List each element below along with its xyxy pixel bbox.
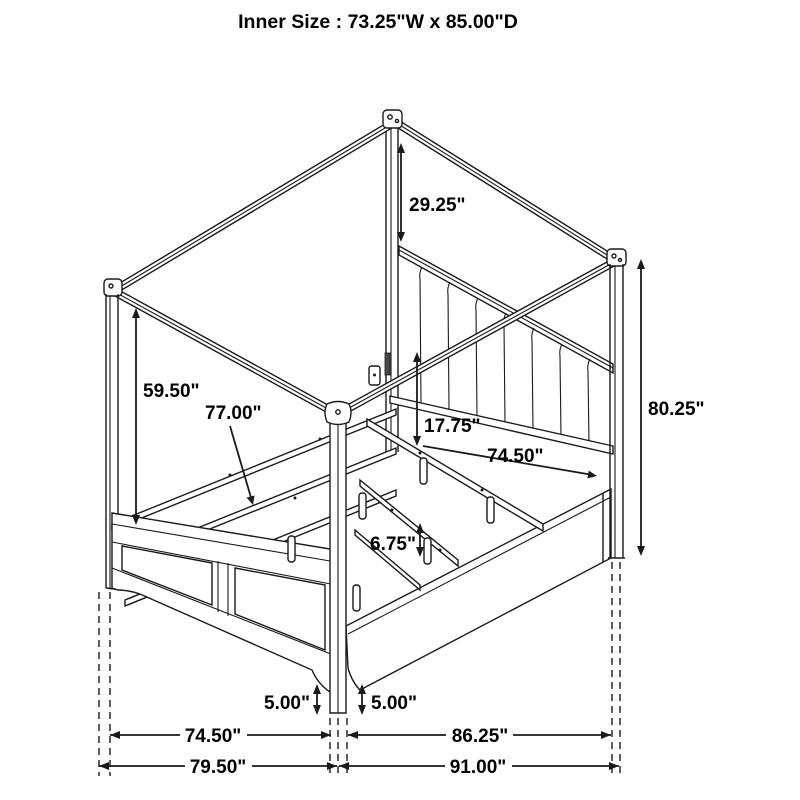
dim-floor-clearance-left: [264, 684, 321, 715]
dim-overall-depth: [339, 757, 619, 778]
canopy-frame: [104, 110, 626, 418]
canopy-corner-cap: [383, 110, 402, 128]
dim-label: 17.75": [424, 416, 481, 437]
rail-bracket: [369, 353, 390, 385]
page-title: Inner Size : 73.25"W x 85.00"D: [238, 11, 518, 33]
dim-slat-rail-length: [205, 403, 262, 505]
dim-label: 59.50": [143, 381, 200, 402]
dim-overall-width: [99, 757, 337, 778]
right-post: [608, 264, 625, 558]
dim-label: 6.75": [370, 534, 416, 555]
dim-label: 79.50": [189, 757, 247, 778]
dim-label: 5.00": [264, 693, 310, 714]
dim-label: 74.50": [487, 446, 544, 467]
dim-footboard-inner-width: [110, 726, 331, 747]
footboard-drawers: [112, 513, 336, 700]
canopy-corner-cap: [325, 402, 351, 425]
canopy-corner-cap: [607, 249, 626, 266]
dim-side-inner-depth: [348, 726, 611, 747]
dim-label: 74.50": [184, 726, 242, 747]
dim-label: 5.00": [371, 693, 417, 714]
side-rail: [346, 489, 611, 690]
dim-label: 77.00": [205, 403, 262, 424]
dim-label: 80.25": [648, 399, 705, 420]
dim-floor-clearance-right: [358, 684, 417, 715]
dim-overall-height: [637, 259, 705, 556]
dim-label: 91.00": [449, 757, 507, 778]
dim-label: 29.25": [409, 195, 466, 216]
canopy-corner-cap: [104, 279, 122, 296]
dim-label: 86.25": [451, 726, 509, 747]
